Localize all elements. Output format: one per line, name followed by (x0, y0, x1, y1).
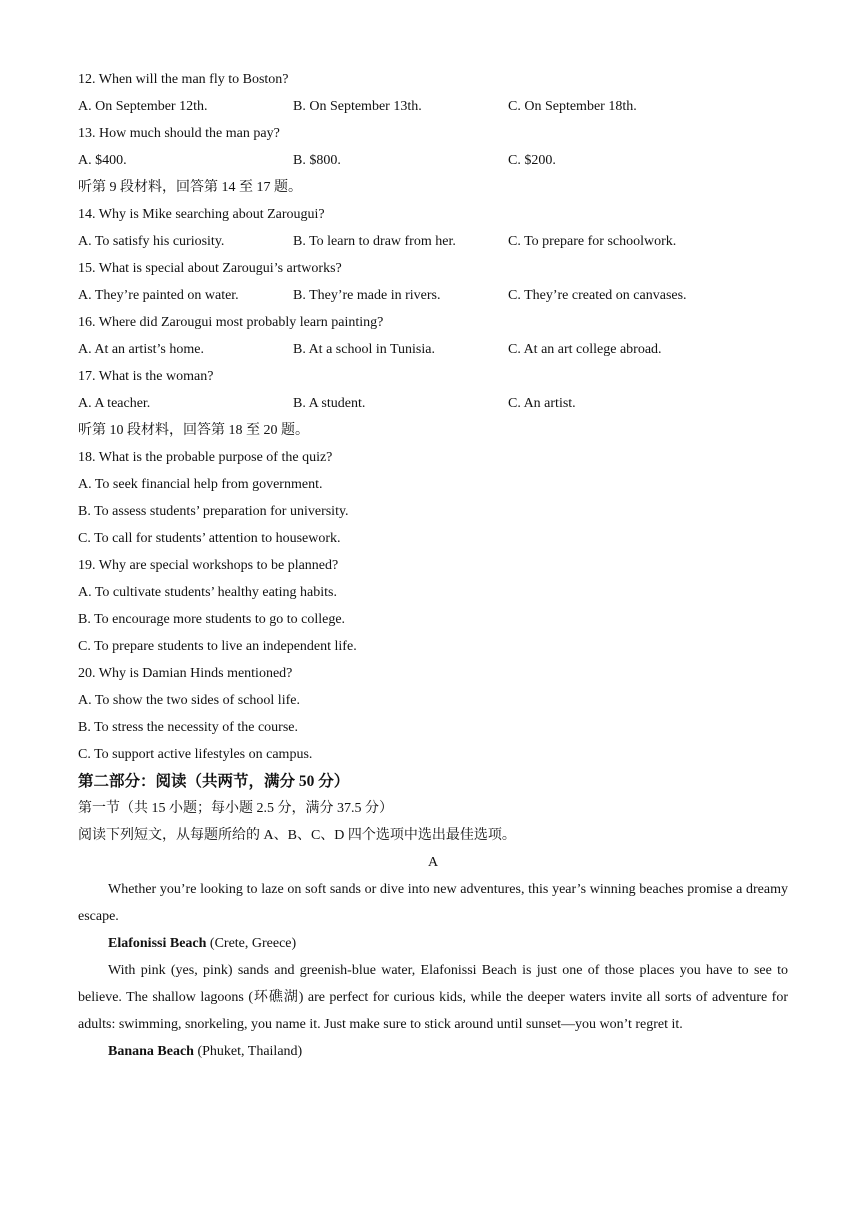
question-19: 19. Why are special workshops to be planned? (78, 558, 339, 573)
beach-heading-banana (78, 1038, 788, 1065)
question-15-options (78, 282, 788, 309)
passage-intro: Whether you’re looking to laze on soft sands or dive into new adventures, this year’s winning beaches promise a dreamy escape. (78, 882, 788, 924)
option-b: B. A student. (293, 396, 366, 411)
beach-description-elafonissi: With pink (yes, pink) sands and greenish-blue water, Elafonissi Beach is just one of those places you have to see to believe. The shallow lagoons (环礁湖) are perfect for curious kids, while the deeper waters invite all sorts of adventure for adults: swimming, snorkeling, you name it. Just make sure to stick around until sunset—you won’t regret it. (78, 963, 788, 1032)
option-c: C. At an art college abroad. (508, 342, 662, 357)
beach-heading-elafonissi (78, 930, 788, 957)
question-20: 20. Why is Damian Hinds mentioned? (78, 666, 293, 681)
option-a: A. To show the two sides of school life. (78, 693, 300, 708)
option-c: C. To prepare for schoolwork. (508, 234, 677, 249)
option-c: C. To prepare students to live an independent life. (78, 639, 357, 654)
instruction-passage-9: 听第 9 段材料，回答第 14 至 17 题。 (78, 180, 302, 195)
option-a: A. They’re painted on water. (78, 288, 239, 303)
option-c: C. To call for students’ attention to housework. (78, 531, 341, 546)
part-two-heading: 第二部分：阅读（共两节，满分 50 分） (78, 773, 350, 790)
option-a: A. On September 12th. (78, 99, 208, 114)
option-c: C. An artist. (508, 396, 576, 411)
question-18: 18. What is the probable purpose of the quiz? (78, 450, 333, 465)
option-b: B. To stress the necessity of the course. (78, 720, 298, 735)
passage-label: A (427, 855, 439, 870)
beach-name: Elafonissi Beach (108, 936, 207, 951)
option-b: B. $800. (293, 153, 341, 168)
option-b: B. To encourage more students to go to college. (78, 612, 346, 627)
question-12-options (78, 93, 788, 120)
reading-directions: 阅读下列短文，从每题所给的 A、B、C、D 四个选项中选出最佳选项。 (78, 828, 516, 843)
option-a: A. A teacher. (78, 396, 151, 411)
question-14-options (78, 228, 788, 255)
option-a: A. To seek financial help from government. (78, 477, 323, 492)
question-14: 14. Why is Mike searching about Zarougui? (78, 207, 325, 222)
question-17-options (78, 390, 788, 417)
option-a: A. At an artist’s home. (78, 342, 204, 357)
option-b: B. To assess students’ preparation for university. (78, 504, 349, 519)
question-17: 17. What is the woman? (78, 369, 214, 384)
question-12: 12. When will the man fly to Boston? (78, 72, 289, 87)
option-a: A. To cultivate students’ healthy eating habits. (78, 585, 337, 600)
beach-location: (Crete, Greece) (206, 936, 297, 951)
option-b: B. They’re made in rivers. (293, 288, 441, 303)
option-c: C. $200. (508, 153, 556, 168)
question-13: 13. How much should the man pay? (78, 126, 280, 141)
option-b: B. To learn to draw from her. (293, 234, 456, 249)
question-16-options (78, 336, 788, 363)
beach-location: (Phuket, Thailand) (193, 1044, 303, 1059)
option-b: B. At a school in Tunisia. (293, 342, 435, 357)
question-15: 15. What is special about Zarougui’s artworks? (78, 261, 342, 276)
instruction-passage-10: 听第 10 段材料，回答第 18 至 20 题。 (78, 423, 309, 438)
question-16: 16. Where did Zarougui most probably learn painting? (78, 315, 384, 330)
option-a: A. $400. (78, 153, 127, 168)
question-13-options (78, 147, 788, 174)
option-c: C. To support active lifestyles on campus. (78, 747, 313, 762)
option-c: C. They’re created on canvases. (508, 288, 687, 303)
option-c: C. On September 18th. (508, 99, 637, 114)
section-one-heading: 第一节（共 15 小题；每小题 2.5 分，满分 37.5 分） (78, 801, 393, 816)
option-a: A. To satisfy his curiosity. (78, 234, 225, 249)
option-b: B. On September 13th. (293, 99, 422, 114)
beach-name: Banana Beach (108, 1044, 194, 1059)
exam-page (78, 66, 788, 1065)
